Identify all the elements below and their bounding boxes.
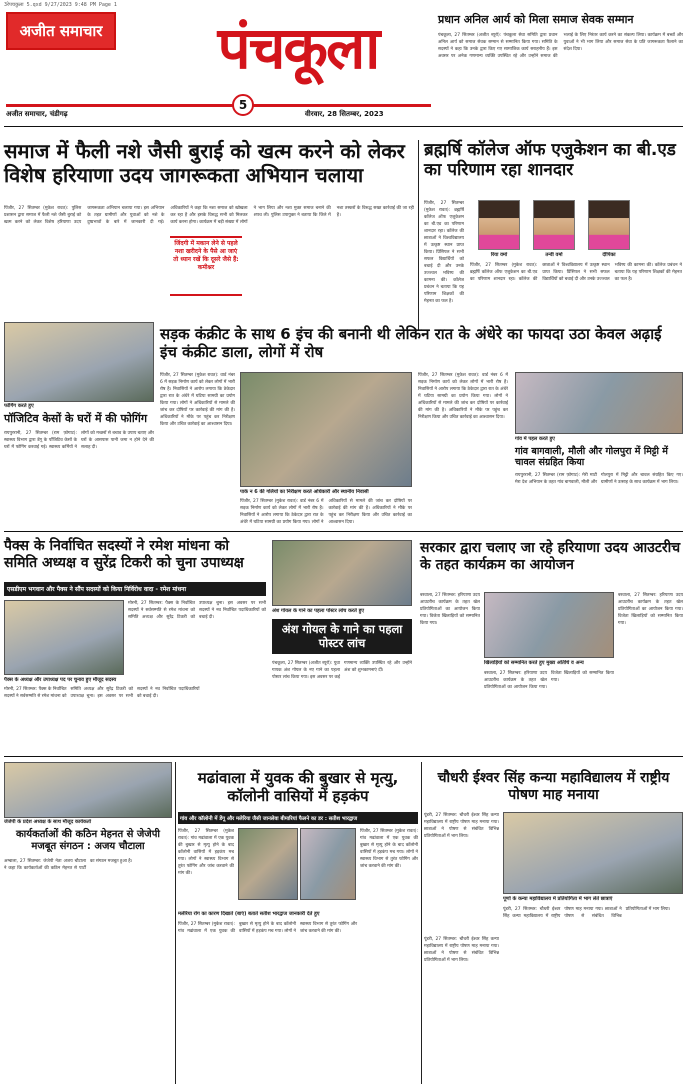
page-number: 5 [232,94,254,116]
story3-body-right: पिंजौर, 27 सितम्बर (मुकेश रावत): वार्ड नंबर 6 में सड़क निर्माण कार्य को लेकर लोगों में भारी रोष है। निवासियों ने आरोप लगाया कि ठेकेदार द्वारा रात के अंधेरे में घटिया सामग्री का प्रयोग किया गया। लोगों ने अधिकारियों से मामले की जांच कर दोषियों पर कार्रवाई की मांग की है। अधिकारियों ने मौके पर पहुंच कर निरीक्षण किया और उचित कार्रवाई का आश्वासन दिया। [418,373,508,420]
column-separator [421,762,422,1084]
road-photo [240,372,412,487]
story1-headline: समाज में फैली नशे जैसी बुराई को खत्म करने को लेकर विशेष हरियाणा उदय जागरूकता अभियान चलाया [4,139,405,187]
student-name: रिया वर्मा [490,252,508,258]
story8-body-right: बरवाला, 27 सितम्बर: हरियाणा उदय आउटरीच कार्यक्रम के तहत खेल प्रतियोगिताओं का आयोजन किया गया। विजेता खिलाड़ियों को सम्मानित किया गया। [618,593,683,626]
top-right-body: पंचकूला, 27 सितम्बर (अजीत ब्यूरो): पंचकूला सेवा समिति द्वारा प्रधान अनिल आर्य को समाज सेवक सम्मान से सम्मानित किया गया। समिति के सदस्यों ने कहा कि उनके द्वारा किए गए सामाजिक कार्य सराहनीय हैं। इस अवसर पर अनेक गणमान्य व्यक्ति उपस्थित रहे और उन्होंने समाज की भलाई के लिए निरंतर कार्य करने का संकल्प लिया। कार्यक्रम में बच्चों और युवाओं ने भी भाग लिया और समाज सेवा के प्रति जागरूकता फैलाने का संदेश दिया। [438,33,683,59]
story3-body-bottom: पिंजौर, 27 सितम्बर (मुकेश रावत): वार्ड नंबर 6 में सड़क निर्माण कार्य को लेकर लोगों में भारी रोष है। निवासियों ने आरोप लगाया कि ठेकेदार द्वारा रात के अंधेरे में घटिया सामग्री का प्रयोग किया गया। लोगों ने अधिकारियों से मामले की जांच कर दोषियों पर कार्रवाई की मांग की है। अधिकारियों ने मौके पर पहुंच कर निरीक्षण किया और उचित कार्रवाई का आश्वासन दिया। [240,499,412,525]
story5-headline: गांव बागवाली, मौली और गोलपुरा में मिट्टी में चावल संग्रहित किया [515,446,668,469]
story5-caption: गांव में पहल करते हुए [515,436,555,442]
story9-body: अम्बाला, 27 सितम्बर: जेजेपी नेता अजय चौटाला ने कहा कि कार्यकर्ताओं की कठिन मेहनत से पार्टी का संगठन मजबूत हुआ है। [4,859,133,871]
divider [4,126,683,127]
story1-pull-quote: जिंदगी में मकान लेने से पहले नशा खरीदने के पैसे आ जाएं तो ध्यान रखें कि दूसरे जैसे हैं: कमीश्नर [170,236,242,296]
student-name: तन्वी वर्मा [545,252,563,258]
print-slug: 3रेपचकुला 5.qxd 9/27/2023 9:48 PM Page 1 [4,2,117,8]
story10-body-right: पिंजौर, 27 सितम्बर (मुकेश रावत): गांव मढांवाला में एक युवक की बुखार से मृत्यु होने के बाद कॉलोनी वासियों में हड़कंप मच गया। लोगों ने स्वास्थ्य विभाग से तुरंत फोगिंग और जांच करवाने की मांग की। [360,829,418,869]
speaker-photo [300,828,356,900]
story10-caption: मलेरिया रोग का कारण दिखाते (बाएं) बताते सतीश भारद्वाज जानकारी देते हुए [178,911,320,917]
story2-headline: ब्रह्मर्षि कॉलेज ऑफ एजुकेशन का बी.एड का परिणाम रहा शानदार [424,140,676,181]
athletes-photo [484,592,614,658]
story1-body: पिंजौर, 27 सितम्बर (मुकेश रावत): पुलिस प्रशासन द्वारा समाज में फैली नशे जैसी बुराई को खत्म करने को लेकर विशेष हरियाणा उदय जागरूकता अभियान चलाया गया। इस अभियान के तहत ग्रामीणों और युवाओं को नशे के दुष्प्रभावों के बारे में जानकारी दी गई। अधिकारियों ने कहा कि नशा समाज को खोखला कर रहा है और इसके विरुद्ध सभी को मिलकर कार्य करना होगा। कार्यक्रम में बड़ी संख्या में लोगों ने भाग लिया और नशा मुक्त समाज बनाने की शपथ ली। पुलिस उपायुक्त ने बताया कि जिले में नशा तस्करों के विरुद्ध सख्त कार्रवाई की जा रही है। [4,206,414,225]
story4-headline: पॉजिटिव केसों के घरों में की फोगिंग [4,412,148,425]
story7-headline: अंश गोयल के गाने का पहला पोस्टर लांच [272,619,412,654]
masthead-rule [6,104,431,107]
village-photo [515,372,683,434]
story4-caption: फोगिंग करते हुए [4,403,34,409]
divider [4,531,683,532]
top-right-headline: प्रधान अनिल आर्य को मिला समाज सेवक सम्मान [438,13,634,26]
story11-headline: चौधरी ईश्वर सिंह कन्या महाविद्यालय में राष्ट्रीय पोषण माह मनाया [437,770,670,803]
story10-body-continued: पिंजौर, 27 सितम्बर (मुकेश रावत): गांव मढांवाला में एक युवक की बुखार से मृत्यु होने के बाद कॉलोनी वासियों में हड़कंप मच गया। लोगों ने स्वास्थ्य विभाग से तुरंत फोगिंग और जांच करवाने की मांग की। [178,922,357,934]
story6-headline: पैक्स के निर्वाचित सदस्यों ने रमेश मांधना को समिति अध्यक्ष व सुरेंद्र टिकरी को चुना उपाध्यक्ष [4,538,244,571]
column-separator [175,762,176,1084]
story11-caption: पूर्णो के कन्या महाविद्यालय में प्रतियोगिता में भाग लेते छात्राएं [503,896,613,902]
masthead-location: अजीत समाचार, चंडीगढ़ [6,110,68,118]
story9-headline: कार्यकर्ताओं की कठिन मेहनत से जेजेपी मजबूत संगठन : अजय चौटाला [16,829,160,852]
pacs-photo [4,600,124,675]
story6-caption: पैक्स के अध्यक्ष और उपाध्यक्ष पद पर चुनाव हुए मौजूद सदस्य [4,677,117,683]
story11-body-continued: पूंडरी, 27 सितम्बर: चौधरी ईश्वर सिंह कन्या महाविद्यालय में राष्ट्रीय पोषण माह मनाया गया। छात्राओं ने पोषण से संबंधित विभिन्न प्रतियोगिताओं में भाग लिया। [503,907,671,919]
newspaper-brand: अजीत समाचार [6,12,116,50]
fogging-photo [4,322,154,402]
story8-body-continued: बरवाला, 27 सितम्बर: हरियाणा उदय आउटरीच कार्यक्रम के तहत खेल प्रतियोगिताओं का आयोजन किया गया। विजेता खिलाड़ियों को सम्मानित किया गया। [484,671,614,690]
page-title: पंचकूला [217,14,379,82]
story10-body: पिंजौर, 27 सितम्बर (मुकेश रावत): गांव मढांवाला में एक युवक की बुखार से मृत्यु होने के बाद कॉलोनी वासियों में हड़कंप मच गया। लोगों ने स्वास्थ्य विभाग से तुरंत फोगिंग और जांच करवाने की मांग की। [178,829,234,876]
story2-body: पिंजौर, 27 सितम्बर (मुकेश रावत): ब्रह्मर्षि कॉलेज ऑफ एजुकेशन का बी.एड का परिणाम शानदार रहा। कॉलेज की छात्राओं ने विश्वविद्यालय में उत्कृष्ट स्थान प्राप्त किया। प्रिंसिपल ने सभी सफल विद्यार्थियों को बधाई दी और उनके उज्ज्वल भविष्य की कामना की। कॉलेज प्रबंधन ने बताया कि यह परिणाम शिक्षकों की मेहनत का फल है। [424,201,464,304]
poster-launch-photo [272,540,412,606]
student-photo [533,200,575,250]
masthead-date: वीरवार, 28 सितम्बर, 2023 [305,110,384,118]
story9-caption: जेजेपी के प्रदेश अध्यक्ष के साथ मौजूद कार्यकर्ता [4,819,92,825]
story8-caption: खिलाड़ियों को सम्मानित करते हुए मुख्य अतिथि व अन्य [484,660,584,666]
party-workers-photo [4,762,172,818]
college-photo [503,812,683,894]
story6-body-continued: मोरनी, 27 सितम्बर: पैक्स के निर्वाचित सदस्यों ने सर्वसम्मति से रमेश मांधना को समिति अध्यक्ष और सुरेंद्र टिकरी को उपाध्यक्ष चुना। इस अवसर पर सभी सदस्यों ने नव निर्वाचित पदाधिकारियों को बधाई दी। [4,687,200,699]
story3-caption: पार्क न 6 की गलियों का निरीक्षण करते अधिकारी और स्थानीय निवासी [240,489,369,495]
student-photo [478,200,520,250]
story8-body: बरवाला, 27 सितम्बर: हरियाणा उदय आउटरीच कार्यक्रम के तहत खेल प्रतियोगिताओं का आयोजन किया गया। विजेता खिलाड़ियों को सम्मानित किया गया। [420,593,480,626]
story6-body: मोरनी, 27 सितम्बर: पैक्स के निर्वाचित सदस्यों ने सर्वसम्मति से रमेश मांधना को समिति अध्यक्ष और सुरेंद्र टिकरी को उपाध्यक्ष चुना। इस अवसर पर सभी सदस्यों ने नव निर्वाचित पदाधिकारियों को बधाई दी। [128,601,266,620]
story10-headline: मढांवाला में युवक की बुखार से मृत्यु, कॉलोनी वासियों में हड़कंप [197,769,399,805]
story3-headline: सड़क कंक्रीट के साथ 6 इंच की बनानी थी लेकिन रात के अंधेरे का फायदा उठा केवल अढ़ाई इंच कंक्रीट डाला, लोगों में रोष [160,325,662,361]
story7-caption: अंश गोयल के गाने का पहला पोस्टर लांच करते हुए [272,608,364,614]
story8-headline: सरकार द्वारा चलाए जा रहे हरियाणा उदय आउटरीच के तहत कार्यक्रम का आयोजन [420,540,681,573]
story7-body: पंचकूला, 27 सितम्बर (अजीत ब्यूरो): युवा गायक अंश गोयल के नए गाने का पहला पोस्टर लांच किया गया। इस अवसर पर कई गणमान्य व्यक्ति उपस्थित रहे और उन्होंने अंश को शुभकामनाएं दीं। [272,661,412,680]
column-separator [418,140,419,330]
story5-body: रायपुररानी, 27 सितम्बर (राम फ़ोगाट): मेरी माटी मेरा देश अभियान के तहत गांव बागवाली, मौली और गोलपुरा में मिट्टी और चावल संग्रहित किए गए। ग्रामीणों ने उत्साह के साथ कार्यक्रम में भाग लिया। [515,473,683,485]
student-photo [588,200,630,250]
mosquito-awareness-photo [238,828,298,900]
story4-body: रायपुररानी, 27 सितम्बर (राम फ़ोगाट): स्वास्थ्य विभाग द्वारा डेंगू के पॉजिटिव केसों के घरों में फोगिंग करवाई गई। स्वास्थ्य कर्मियों ने लोगों को मच्छरों से बचाव के उपाय बताए और घरों के आसपास पानी जमा न होने देने की सलाह दी। [4,431,154,450]
story3-body: पिंजौर, 27 सितम्बर (मुकेश रावत): वार्ड नंबर 6 में सड़क निर्माण कार्य को लेकर लोगों में भारी रोष है। निवासियों ने आरोप लगाया कि ठेकेदार द्वारा रात के अंधेरे में घटिया सामग्री का प्रयोग किया गया। लोगों ने अधिकारियों से मामले की जांच कर दोषियों पर कार्रवाई की मांग की है। अधिकारियों ने मौके पर पहुंच कर निरीक्षण किया और उचित कार्रवाई का आश्वासन दिया। [160,373,235,427]
story2-body-continued: पिंजौर, 27 सितम्बर (मुकेश रावत): ब्रह्मर्षि कॉलेज ऑफ एजुकेशन का बी.एड का परिणाम शानदार रहा। कॉलेज की छात्राओं ने विश्वविद्यालय में उत्कृष्ट स्थान प्राप्त किया। प्रिंसिपल ने सभी सफल विद्यार्थियों को बधाई दी और उनके उज्ज्वल भविष्य की कामना की। कॉलेज प्रबंधन ने बताया कि यह परिणाम शिक्षकों की मेहनत का फल है। [470,263,682,282]
student-name: दीपिका [602,252,616,258]
story6-subhead: एसडीएम भगवान और पैक्स ने सौंप सदस्यों को किया निर्विरोध वादा - रमेश मांधना [4,582,266,596]
story10-subhead: गांव और कॉलोनी में डेंगू और मलेरिया जैसी जानलेवा बीमारियां फैलने का डर : सतीश भारद्वाज [178,812,418,824]
divider [4,756,683,757]
story11-body: पूंडरी, 27 सितम्बर: चौधरी ईश्वर सिंह कन्या महाविद्यालय में राष्ट्रीय पोषण माह मनाया गया। छात्राओं ने पोषण से संबंधित विभिन्न प्रतियोगिताओं में भाग लिया। [424,813,499,839]
story11-body-left: पूंडरी, 27 सितम्बर: चौधरी ईश्वर सिंह कन्या महाविद्यालय में राष्ट्रीय पोषण माह मनाया गया। छात्राओं ने पोषण से संबंधित विभिन्न प्रतियोगिताओं में भाग लिया। [424,937,499,963]
